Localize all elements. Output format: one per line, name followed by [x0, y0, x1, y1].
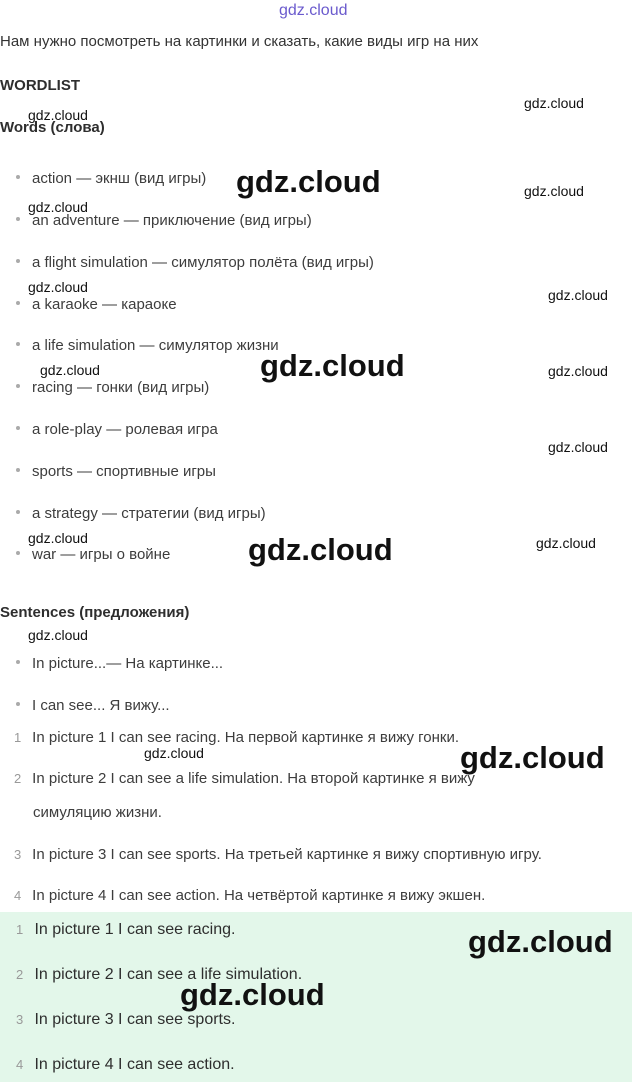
list-item [16, 379, 209, 396]
bullet-icon [16, 426, 20, 430]
list-item [16, 463, 216, 480]
list-item [16, 505, 266, 522]
bullet-icon [16, 702, 20, 706]
item-number: 3 [14, 847, 22, 862]
bullet-icon [16, 551, 20, 555]
numbered-item [14, 729, 459, 746]
bullet-icon [16, 384, 20, 388]
watermark: gdz.cloud [28, 627, 88, 643]
item-text: In picture 1 I can see racing. На первой картинке я вижу гонки. [32, 729, 460, 746]
word-text: a flight simulation — симулятор полёта (вид игры) [32, 254, 374, 271]
numbered-item [14, 887, 485, 904]
item-text: In picture 3 I can see sports. На третьей картинке я вижу спортивную игру. [32, 846, 542, 863]
watermark: gdz.cloud [144, 745, 204, 761]
watermark: gdz.cloud [548, 439, 608, 455]
watermark: gdz.cloud [468, 924, 613, 959]
bullet-icon [16, 301, 20, 305]
watermark: gdz.cloud [248, 532, 393, 567]
watermark: gdz.cloud [28, 107, 88, 123]
item-number: 1 [14, 730, 22, 745]
item-text: In picture 2 I can see a life simulation. На второй картинке я вижу [32, 770, 475, 787]
sentences-heading: Sentences (предложения) [0, 604, 190, 621]
numbered-item [14, 846, 542, 863]
watermark: gdz.cloud [548, 363, 608, 379]
watermark: gdz.cloud [548, 287, 608, 303]
sentence-text: I can see... Я вижу... [32, 697, 170, 714]
list-item [16, 254, 374, 271]
list-item [16, 421, 218, 438]
wordlist-heading: WORDLIST [0, 77, 80, 94]
answer-item [16, 1056, 235, 1074]
list-item [16, 170, 206, 187]
item-number: 4 [14, 888, 22, 903]
word-text: a role-play — ролевая игра [32, 421, 218, 438]
word-text: a strategy — стратегии (вид игры) [32, 505, 266, 522]
word-text: an adventure — приключение (вид игры) [32, 212, 312, 229]
watermark: gdz.cloud [536, 535, 596, 551]
bullet-icon [16, 660, 20, 664]
list-item [16, 337, 279, 354]
watermark: gdz.cloud [524, 95, 584, 111]
bullet-icon [16, 217, 20, 221]
watermark: gdz.cloud [260, 348, 405, 383]
watermark: gdz.cloud [40, 362, 100, 378]
item-number: 4 [16, 1057, 24, 1072]
bullet-icon [16, 175, 20, 179]
watermark: gdz.cloud [28, 530, 88, 546]
list-item [16, 296, 177, 313]
answer-item [16, 921, 235, 939]
list-item [16, 546, 170, 563]
item-number: 3 [16, 1012, 24, 1027]
word-text: action — экнш (вид игры) [32, 170, 207, 187]
word-text: a life simulation — симулятор жизни [32, 337, 279, 354]
words-heading: Words (слова) [0, 119, 105, 136]
watermark: gdz.cloud [28, 279, 88, 295]
watermark: gdz.cloud [180, 977, 325, 1012]
bullet-icon [16, 510, 20, 514]
bullet-icon [16, 468, 20, 472]
item-text: In picture 4 I can see action. На четвёртой картинке я вижу экшен. [32, 887, 486, 904]
intro-text: Нам нужно посмотреть на картинки и сказать, какие виды игр на них [0, 33, 479, 50]
watermark: gdz.cloud [28, 199, 88, 215]
item-text-continued: симуляцию жизни. [33, 804, 162, 821]
sentence-text: In picture...— На картинке... [32, 655, 224, 672]
word-text: war — игры о войне [32, 546, 171, 563]
word-text: a karaoke — караоке [32, 296, 177, 313]
item-number: 1 [16, 922, 24, 937]
top-watermark: gdz.cloud [279, 2, 348, 19]
answer-text: In picture 2 I can see a life simulation. [34, 966, 303, 983]
bullet-icon [16, 259, 20, 263]
watermark: gdz.cloud [524, 183, 584, 199]
list-item [16, 697, 170, 714]
item-number: 2 [16, 967, 24, 982]
answer-item [16, 1011, 235, 1029]
answer-text: In picture 4 I can see action. [34, 1056, 235, 1073]
answer-text: In picture 1 I can see racing. [34, 921, 236, 938]
item-number: 2 [14, 771, 22, 786]
numbered-item [14, 770, 475, 787]
word-text: racing — гонки (вид игры) [32, 379, 210, 396]
word-text: sports — спортивные игры [32, 463, 216, 480]
watermark: gdz.cloud [460, 740, 605, 775]
bullet-icon [16, 342, 20, 346]
list-item [16, 655, 223, 672]
watermark: gdz.cloud [236, 164, 381, 199]
answer-text: In picture 3 I can see sports. [34, 1011, 236, 1028]
